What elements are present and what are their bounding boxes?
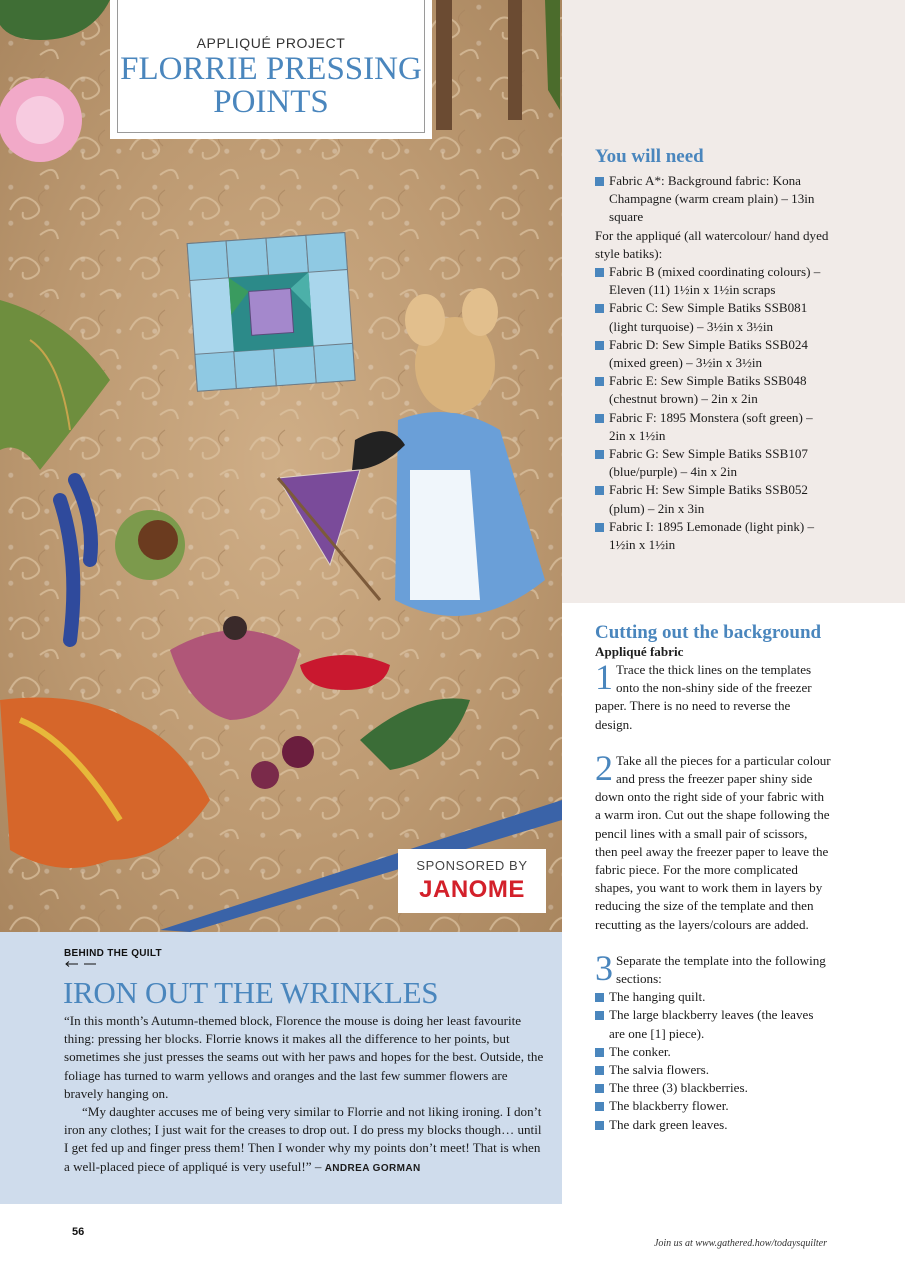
author-name: ANDREA GORMAN bbox=[324, 1162, 421, 1174]
page-title bbox=[110, 53, 432, 119]
page-number: 56 bbox=[72, 1226, 85, 1238]
sections-list bbox=[595, 988, 831, 1134]
step bbox=[595, 747, 831, 934]
section-heading: You will need bbox=[595, 146, 704, 167]
paragraph-text: “My daughter accuses me of being very similar to Florrie and not liking ironing. I don’t iron any clothes; I just wait for the creases to drop out. I do press my blocks though… until I get fed up and finger press them! Then I wonder why my points don’t meet! That is when a well-placed piece of appliqué is very useful!” – bbox=[64, 1104, 542, 1174]
material-item: Fabric F: 1895 Monstera (soft green) – 2in x 1½in bbox=[595, 409, 831, 445]
quilt-photo bbox=[0, 0, 562, 932]
section-item: The hanging quilt. bbox=[595, 988, 831, 1006]
paragraph: “In this month’s Autumn-themed block, Florence the mouse is doing her least favourite thing: pressing her blocks. Florrie knows it makes all the difference to her points, but sometimes she just presses the seams out with her paws and hopes for the best. Outside, the foliage has turned to warm yellows and oranges and the last few summer flowers are bravely hanging on. bbox=[64, 1013, 544, 1101]
title-box bbox=[110, 0, 432, 139]
material-item: Fabric G: Sew Simple Batiks SSB107 (blue/purple) – 4in x 2in bbox=[595, 445, 831, 481]
section-body bbox=[64, 1012, 544, 1178]
material-item: For the appliqué (all watercolour/ hand dyed style batiks): bbox=[595, 227, 829, 261]
step bbox=[595, 947, 831, 988]
section-item: The dark green leaves. bbox=[595, 1116, 831, 1134]
material-item: Fabric D: Sew Simple Batiks SSB024 (mixed green) – 3½in x 3½in bbox=[595, 336, 831, 372]
behind-the-quilt-panel bbox=[0, 932, 562, 1204]
title-line-2: POINTS bbox=[213, 84, 329, 120]
steps-list bbox=[595, 657, 831, 988]
materials-list bbox=[595, 172, 831, 554]
sponsor-label: SPONSORED BY bbox=[416, 858, 528, 873]
material-item: Fabric B (mixed coordinating colours) – Eleven (11) 1½in x 1½in scraps bbox=[595, 263, 831, 299]
material-item: Fabric I: 1895 Lemonade (light pink) – 1½in x 1½in bbox=[595, 518, 831, 554]
footer-url: Join us at www.gathered.how/todaysquilter bbox=[653, 1238, 827, 1249]
cutting-section bbox=[595, 624, 831, 1134]
step-text: Trace the thick lines on the templates onto the non-shiny side of the freezer paper. There is no need to reverse the design. bbox=[595, 662, 812, 732]
sponsor-badge bbox=[398, 849, 546, 913]
step-number: 2 bbox=[595, 747, 613, 788]
step bbox=[595, 657, 831, 734]
section-heading: Cutting out the background bbox=[595, 622, 822, 643]
you-will-need-section bbox=[595, 148, 831, 554]
material-item: Fabric E: Sew Simple Batiks SSB048 (chestnut brown) – 2in x 2in bbox=[595, 372, 831, 408]
section-heading: IRON OUT THE WRINKLES bbox=[63, 975, 439, 1010]
section-label: BEHIND THE QUILT bbox=[64, 948, 162, 959]
pink-flower bbox=[0, 78, 82, 162]
section-item: The three (3) blackberries. bbox=[595, 1079, 831, 1097]
material-item: Fabric A*: Background fabric: Kona Champagne (warm cream plain) – 13in square bbox=[595, 172, 831, 227]
step-text: Separate the template into the following sections: bbox=[616, 952, 826, 987]
step-text: Take all the pieces for a particular colour and press the freezer paper shiny side down onto the right side of your fabric with a warm iron. Cut out the shape following the pencil lines with a small pair of scissors, then peel away the freezer paper to leave the fabric piece. For the more complicated shapes, you want to work them in layers by reducing the size of the template and then recutting as the layers/colours are added. bbox=[595, 752, 831, 932]
material-item: Fabric C: Sew Simple Batiks SSB081 (light turquoise) – 3½in x 3½in bbox=[595, 299, 831, 335]
step-number: 3 bbox=[595, 947, 613, 988]
section-item: The conker. bbox=[595, 1043, 831, 1061]
section-item: The salvia flowers. bbox=[595, 1061, 831, 1079]
hanging-quilt-block bbox=[187, 233, 355, 392]
paragraph bbox=[64, 1103, 544, 1178]
section-item: The blackberry flower. bbox=[595, 1097, 831, 1115]
sponsor-brand-logo: JANOME bbox=[419, 876, 525, 903]
arrow-icon bbox=[64, 961, 98, 967]
step-number: 1 bbox=[595, 657, 613, 697]
quilt-illustration bbox=[0, 0, 562, 932]
title-line-1: FLORRIE PRESSING bbox=[120, 51, 422, 87]
material-item: Fabric H: Sew Simple Batiks SSB052 (plum) – 2in x 3in bbox=[595, 481, 831, 517]
subheading: Appliqué fabric bbox=[595, 644, 684, 659]
project-kicker: APPLIQUÉ PROJECT bbox=[196, 35, 346, 51]
section-item: The large blackberry leaves (the leaves are one [1] piece). bbox=[595, 1006, 831, 1042]
